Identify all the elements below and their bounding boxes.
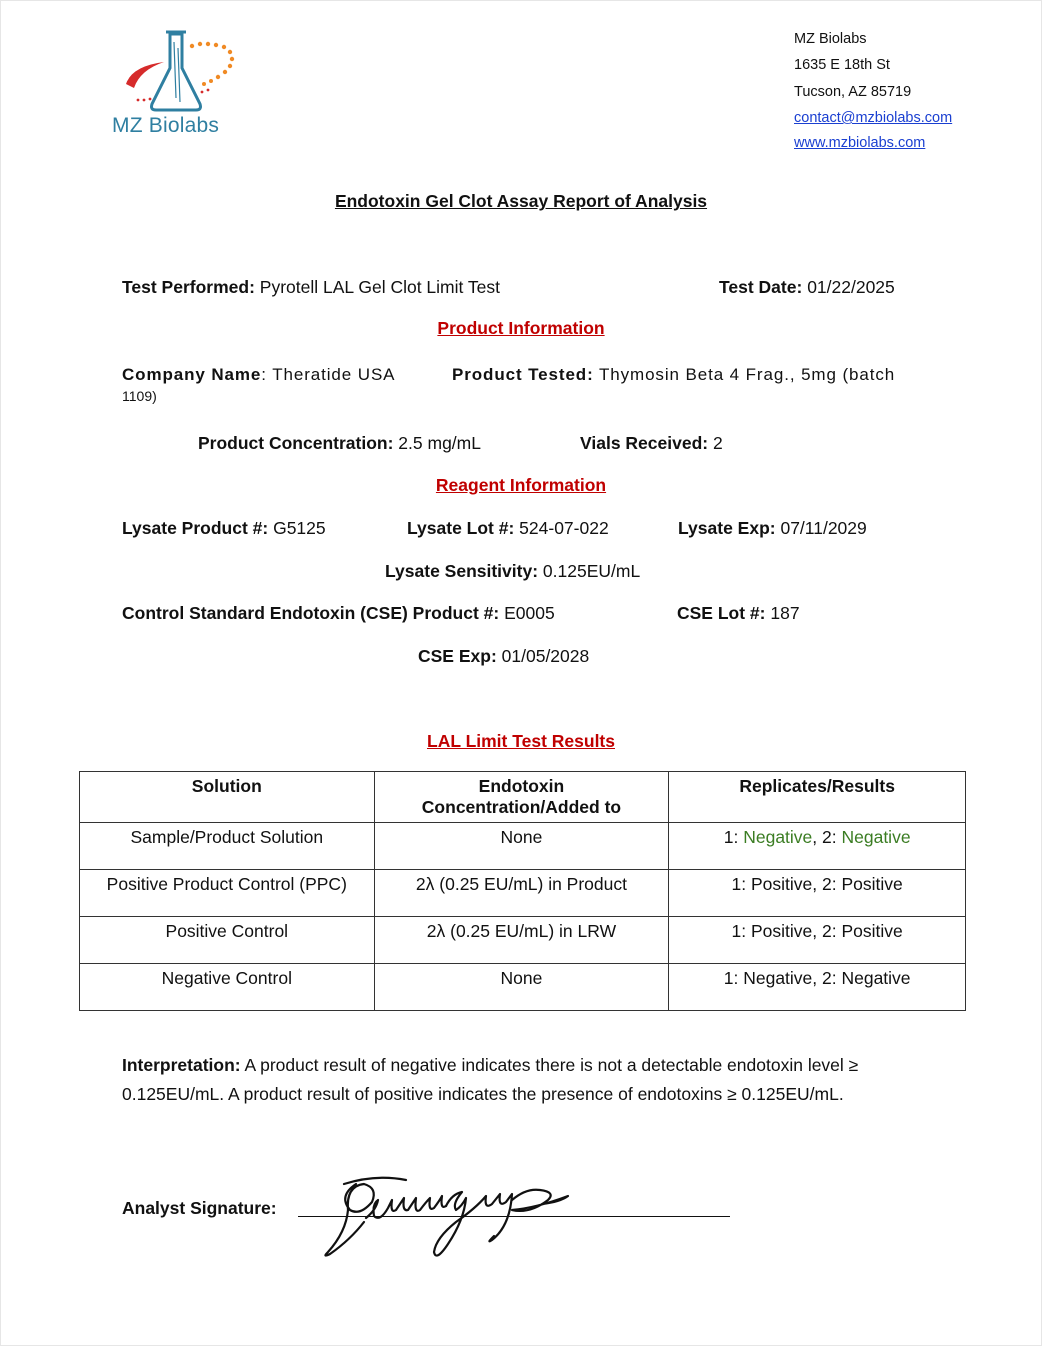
product-concentration [198,433,481,454]
cell-result: 1: Positive, 2: Positive [669,917,966,964]
cse-lot-label: CSE Lot #: [677,603,766,623]
lysate-lot-value: 524-07-022 [519,518,609,538]
test-performed [122,277,500,298]
lysate-product [122,518,326,539]
cse-product [122,603,555,624]
cse-exp [418,646,589,667]
table-row [80,917,966,964]
vials-received [580,433,723,454]
table-row [80,964,966,1011]
cell-solution: Sample/Product Solution [80,823,375,870]
company-name: MZ Biolabs [794,31,867,47]
product-tested-label: Product Tested: [452,365,594,384]
lysate-sensitivity [385,561,640,582]
test-performed-label: Test Performed: [122,277,255,297]
cell-result [669,823,966,870]
lysate-product-label: Lysate Product #: [122,518,269,538]
col-replicates: Replicates/Results [669,772,966,823]
cse-lot [677,603,800,624]
cell-solution: Negative Control [80,964,375,1011]
vials-label: Vials Received: [580,433,709,453]
table-header-row [80,772,966,823]
table-row [80,870,966,917]
company-street: 1635 E 18th St [794,57,890,73]
report-title: Endotoxin Gel Clot Assay Report of Analysis [334,191,708,211]
lysate-lot [407,518,609,539]
product-info-heading: Product Information [437,318,605,338]
cell-endotoxin: 2λ (0.25 EU/mL) in Product [374,870,669,917]
company-city: Tucson, AZ 85719 [794,84,912,100]
cse-exp-value: 01/05/2028 [501,646,590,666]
company-name-line [122,365,395,385]
col-solution: Solution [80,772,375,823]
cse-exp-label: CSE Exp: [418,646,497,666]
test-performed-value: Pyrotell LAL Gel Clot Limit Test [259,277,501,297]
lysate-sensitivity-label: Lysate Sensitivity: [385,561,539,581]
cse-product-value: E0005 [504,603,555,623]
test-date-value: 01/22/2025 [807,277,895,297]
cse-lot-value: 187 [770,603,800,623]
cell-endotoxin: None [374,823,669,870]
results-table [79,771,966,1011]
interpretation-text: A product result of negative indicates there is not a detectable endotoxin level ≥ 0.125EU/mL. A product result of positive indicates the presence of endotoxins ≥ 0.125EU/mL. [122,1055,859,1104]
test-date [719,277,895,298]
lysate-exp-label: Lysate Exp: [678,518,776,538]
website-link[interactable]: www.mzbiolabs.com [794,135,926,151]
vials-value: 2 [712,433,723,453]
col-endotoxin-line2: Concentration/Added to [421,797,622,817]
product-tested-value: Thymosin Beta 4 Frag., 5mg (batch [598,365,896,384]
results-heading: LAL Limit Test Results [427,731,615,751]
result-sep: , 2: [812,827,842,847]
cell-result: 1: Negative, 2: Negative [669,964,966,1011]
logo-wordmark: MZ Biolabs [112,114,220,137]
company-name-label: Company Name [122,365,262,384]
interpretation-label: Interpretation: [122,1055,241,1075]
interpretation [122,1051,922,1109]
reagent-info-heading: Reagent Information [435,475,607,495]
cell-endotoxin: None [374,964,669,1011]
email-link[interactable]: contact@mzbiolabs.com [794,110,953,126]
result-r1-label: 1: [723,827,744,847]
lysate-exp-value: 07/11/2029 [780,518,867,538]
cse-product-label: Control Standard Endotoxin (CSE) Product #: [122,603,500,623]
lysate-product-value: G5125 [273,518,326,538]
result-r1: Negative [743,827,813,847]
cell-solution: Positive Control [80,917,375,964]
lysate-exp [678,518,867,539]
col-endotoxin [374,772,669,823]
cell-solution: Positive Product Control (PPC) [80,870,375,917]
product-tested-line [452,365,895,385]
product-tested-cont: 1109) [122,388,157,404]
cell-result: 1: Positive, 2: Positive [669,870,966,917]
test-date-label: Test Date: [719,277,803,297]
concentration-value: 2.5 mg/mL [398,433,481,453]
handwritten-signature-icon [316,1170,574,1264]
company-name-value: : Theratide USA [261,365,396,384]
concentration-label: Product Concentration: [198,433,394,453]
result-r2: Negative [841,827,911,847]
lysate-sensitivity-value: 0.125EU/mL [542,561,641,581]
analyst-signature-label: Analyst Signature: [122,1198,277,1218]
table-row [80,823,966,870]
cell-endotoxin: 2λ (0.25 EU/mL) in LRW [374,917,669,964]
lysate-lot-label: Lysate Lot #: [407,518,515,538]
col-endotoxin-line1: Endotoxin [478,776,565,796]
